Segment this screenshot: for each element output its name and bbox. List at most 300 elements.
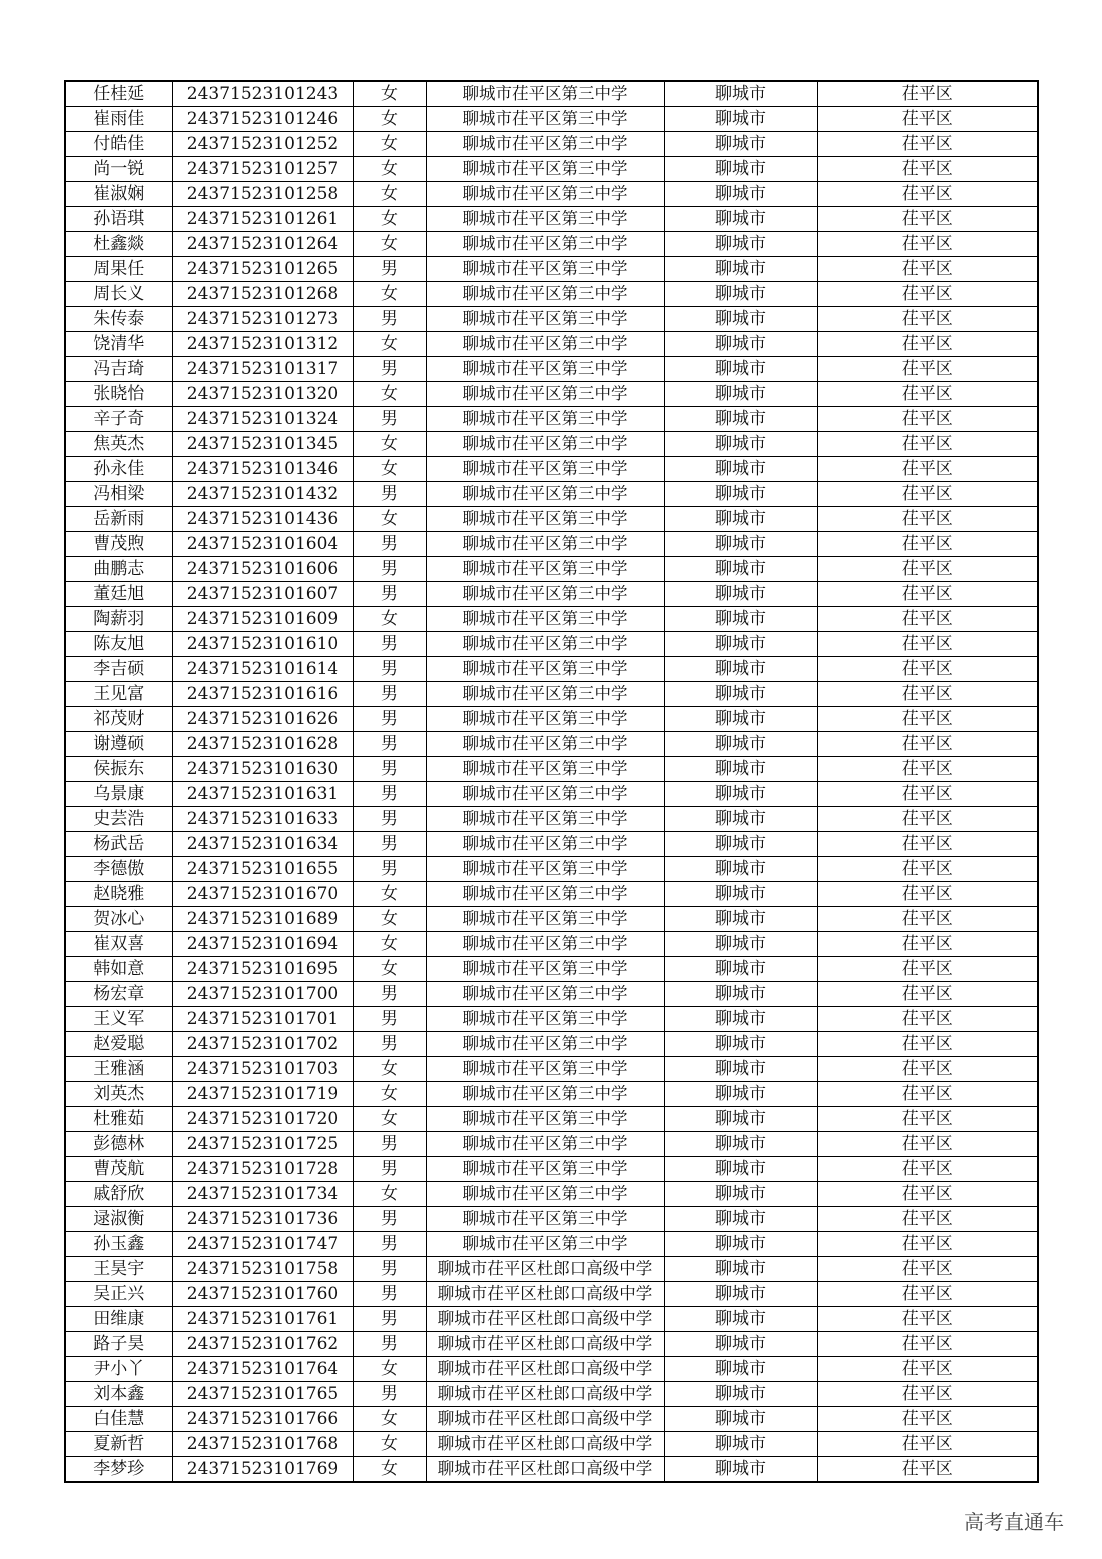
city-cell: 聊城市: [664, 157, 817, 182]
gender-cell: 男: [353, 1132, 426, 1157]
school-cell: 聊城市茌平区第三中学: [426, 907, 664, 932]
school-cell: 聊城市茌平区第三中学: [426, 757, 664, 782]
school-cell: 聊城市茌平区第三中学: [426, 1207, 664, 1232]
city-cell: 聊城市: [664, 107, 817, 132]
city-cell: 聊城市: [664, 357, 817, 382]
school-cell: 聊城市茌平区第三中学: [426, 1057, 664, 1082]
student-roster-table: [64, 80, 1039, 1483]
city-cell: 聊城市: [664, 1232, 817, 1257]
gender-cell: 男: [353, 482, 426, 507]
city-cell: 聊城市: [664, 1057, 817, 1082]
gender-cell: 女: [353, 182, 426, 207]
exam-id-cell: 24371523101268: [172, 282, 353, 307]
school-cell: 聊城市茌平区第三中学: [426, 457, 664, 482]
exam-id-cell: 24371523101761: [172, 1307, 353, 1332]
district-cell: 茌平区: [817, 107, 1038, 132]
exam-id-cell: 24371523101626: [172, 707, 353, 732]
district-cell: 茌平区: [817, 207, 1038, 232]
school-cell: 聊城市茌平区第三中学: [426, 957, 664, 982]
city-cell: 聊城市: [664, 1132, 817, 1157]
exam-id-cell: 24371523101747: [172, 1232, 353, 1257]
school-cell: 聊城市茌平区第三中学: [426, 532, 664, 557]
table-row: [65, 332, 1038, 357]
school-cell: 聊城市茌平区第三中学: [426, 382, 664, 407]
gender-cell: 女: [353, 1432, 426, 1457]
gender-cell: 男: [353, 1232, 426, 1257]
name-cell: 杨宏章: [65, 982, 172, 1007]
school-cell: 聊城市茌平区第三中学: [426, 932, 664, 957]
district-cell: 茌平区: [817, 882, 1038, 907]
exam-id-cell: 24371523101324: [172, 407, 353, 432]
school-cell: 聊城市茌平区第三中学: [426, 182, 664, 207]
name-cell: 路子昊: [65, 1332, 172, 1357]
school-cell: 聊城市茌平区第三中学: [426, 157, 664, 182]
school-cell: 聊城市茌平区杜郎口高级中学: [426, 1357, 664, 1382]
exam-id-cell: 24371523101252: [172, 132, 353, 157]
name-cell: 董廷旭: [65, 582, 172, 607]
table-row: [65, 982, 1038, 1007]
city-cell: 聊城市: [664, 1382, 817, 1407]
gender-cell: 女: [353, 1182, 426, 1207]
gender-cell: 男: [353, 782, 426, 807]
table-row: [65, 707, 1038, 732]
school-cell: 聊城市茌平区第三中学: [426, 1182, 664, 1207]
name-cell: 周长义: [65, 282, 172, 307]
table-row: [65, 832, 1038, 857]
school-cell: 聊城市茌平区第三中学: [426, 1082, 664, 1107]
city-cell: 聊城市: [664, 732, 817, 757]
gender-cell: 女: [353, 1107, 426, 1132]
table-row: [65, 1307, 1038, 1332]
district-cell: 茌平区: [817, 432, 1038, 457]
table-row: [65, 1457, 1038, 1483]
district-cell: 茌平区: [817, 307, 1038, 332]
table-row: [65, 782, 1038, 807]
table-row: [65, 1207, 1038, 1232]
district-cell: 茌平区: [817, 1307, 1038, 1332]
school-cell: 聊城市茌平区第三中学: [426, 582, 664, 607]
gender-cell: 女: [353, 432, 426, 457]
school-cell: 聊城市茌平区第三中学: [426, 407, 664, 432]
gender-cell: 女: [353, 1357, 426, 1382]
district-cell: 茌平区: [817, 1382, 1038, 1407]
district-cell: 茌平区: [817, 457, 1038, 482]
school-cell: 聊城市茌平区第三中学: [426, 1232, 664, 1257]
exam-id-cell: 24371523101734: [172, 1182, 353, 1207]
district-cell: 茌平区: [817, 1457, 1038, 1483]
name-cell: 曹茂航: [65, 1157, 172, 1182]
table-row: [65, 81, 1038, 107]
gender-cell: 女: [353, 282, 426, 307]
table-row: [65, 482, 1038, 507]
exam-id-cell: 24371523101719: [172, 1082, 353, 1107]
table-row: [65, 432, 1038, 457]
city-cell: 聊城市: [664, 1457, 817, 1483]
school-cell: 聊城市茌平区第三中学: [426, 232, 664, 257]
school-cell: 聊城市茌平区杜郎口高级中学: [426, 1257, 664, 1282]
school-cell: 聊城市茌平区第三中学: [426, 682, 664, 707]
watermark: 高考直通车: [964, 1510, 1064, 1534]
table-row: [65, 882, 1038, 907]
exam-id-cell: 24371523101725: [172, 1132, 353, 1157]
gender-cell: 女: [353, 332, 426, 357]
table-row: [65, 457, 1038, 482]
name-cell: 戚舒欣: [65, 1182, 172, 1207]
exam-id-cell: 24371523101765: [172, 1382, 353, 1407]
school-cell: 聊城市茌平区第三中学: [426, 732, 664, 757]
school-cell: 聊城市茌平区第三中学: [426, 657, 664, 682]
city-cell: 聊城市: [664, 282, 817, 307]
name-cell: 杜雅茹: [65, 1107, 172, 1132]
name-cell: 吴正兴: [65, 1282, 172, 1307]
school-cell: 聊城市茌平区杜郎口高级中学: [426, 1382, 664, 1407]
table-row: [65, 257, 1038, 282]
name-cell: 田维康: [65, 1307, 172, 1332]
exam-id-cell: 24371523101432: [172, 482, 353, 507]
name-cell: 史芸浩: [65, 807, 172, 832]
gender-cell: 男: [353, 532, 426, 557]
name-cell: 任桂延: [65, 81, 172, 107]
exam-id-cell: 24371523101701: [172, 1007, 353, 1032]
exam-id-cell: 24371523101766: [172, 1407, 353, 1432]
name-cell: 曲鹏志: [65, 557, 172, 582]
district-cell: 茌平区: [817, 1257, 1038, 1282]
city-cell: 聊城市: [664, 982, 817, 1007]
city-cell: 聊城市: [664, 1432, 817, 1457]
gender-cell: 男: [353, 1257, 426, 1282]
table-row: [65, 1332, 1038, 1357]
district-cell: 茌平区: [817, 81, 1038, 107]
school-cell: 聊城市茌平区第三中学: [426, 557, 664, 582]
district-cell: 茌平区: [817, 682, 1038, 707]
school-cell: 聊城市茌平区第三中学: [426, 107, 664, 132]
gender-cell: 男: [353, 732, 426, 757]
city-cell: 聊城市: [664, 782, 817, 807]
school-cell: 聊城市茌平区第三中学: [426, 1007, 664, 1032]
table-row: [65, 1257, 1038, 1282]
table-row: [65, 207, 1038, 232]
city-cell: 聊城市: [664, 432, 817, 457]
exam-id-cell: 24371523101610: [172, 632, 353, 657]
gender-cell: 男: [353, 857, 426, 882]
exam-id-cell: 24371523101320: [172, 382, 353, 407]
district-cell: 茌平区: [817, 782, 1038, 807]
school-cell: 聊城市茌平区第三中学: [426, 507, 664, 532]
name-cell: 崔双喜: [65, 932, 172, 957]
gender-cell: 女: [353, 132, 426, 157]
name-cell: 韩如意: [65, 957, 172, 982]
district-cell: 茌平区: [817, 1207, 1038, 1232]
gender-cell: 男: [353, 557, 426, 582]
district-cell: 茌平区: [817, 357, 1038, 382]
school-cell: 聊城市茌平区第三中学: [426, 482, 664, 507]
district-cell: 茌平区: [817, 857, 1038, 882]
table-row: [65, 507, 1038, 532]
gender-cell: 女: [353, 457, 426, 482]
gender-cell: 男: [353, 707, 426, 732]
school-cell: 聊城市茌平区第三中学: [426, 332, 664, 357]
name-cell: 崔雨佳: [65, 107, 172, 132]
name-cell: 曹茂煦: [65, 532, 172, 557]
table-row: [65, 232, 1038, 257]
exam-id-cell: 24371523101606: [172, 557, 353, 582]
school-cell: 聊城市茌平区第三中学: [426, 1107, 664, 1132]
district-cell: 茌平区: [817, 1432, 1038, 1457]
city-cell: 聊城市: [664, 907, 817, 932]
school-cell: 聊城市茌平区第三中学: [426, 307, 664, 332]
exam-id-cell: 24371523101345: [172, 432, 353, 457]
gender-cell: 男: [353, 1282, 426, 1307]
district-cell: 茌平区: [817, 132, 1038, 157]
district-cell: 茌平区: [817, 1132, 1038, 1157]
gender-cell: 女: [353, 81, 426, 107]
gender-cell: 男: [353, 1207, 426, 1232]
name-cell: 岳新雨: [65, 507, 172, 532]
gender-cell: 女: [353, 1082, 426, 1107]
district-cell: 茌平区: [817, 407, 1038, 432]
district-cell: 茌平区: [817, 757, 1038, 782]
exam-id-cell: 24371523101609: [172, 607, 353, 632]
exam-id-cell: 24371523101702: [172, 1032, 353, 1057]
district-cell: 茌平区: [817, 1007, 1038, 1032]
table-row: [65, 857, 1038, 882]
name-cell: 陈友旭: [65, 632, 172, 657]
city-cell: 聊城市: [664, 882, 817, 907]
gender-cell: 女: [353, 382, 426, 407]
name-cell: 王雅涵: [65, 1057, 172, 1082]
school-cell: 聊城市茌平区第三中学: [426, 632, 664, 657]
exam-id-cell: 24371523101246: [172, 107, 353, 132]
school-cell: 聊城市茌平区第三中学: [426, 1032, 664, 1057]
table-row: [65, 1382, 1038, 1407]
city-cell: 聊城市: [664, 1007, 817, 1032]
district-cell: 茌平区: [817, 282, 1038, 307]
exam-id-cell: 24371523101670: [172, 882, 353, 907]
district-cell: 茌平区: [817, 507, 1038, 532]
district-cell: 茌平区: [817, 1182, 1038, 1207]
name-cell: 尹小丫: [65, 1357, 172, 1382]
gender-cell: 女: [353, 932, 426, 957]
name-cell: 王义军: [65, 1007, 172, 1032]
city-cell: 聊城市: [664, 607, 817, 632]
name-cell: 付皓佳: [65, 132, 172, 157]
city-cell: 聊城市: [664, 657, 817, 682]
exam-id-cell: 24371523101607: [172, 582, 353, 607]
district-cell: 茌平区: [817, 832, 1038, 857]
name-cell: 夏新哲: [65, 1432, 172, 1457]
exam-id-cell: 24371523101630: [172, 757, 353, 782]
table-row: [65, 657, 1038, 682]
name-cell: 李吉硕: [65, 657, 172, 682]
gender-cell: 女: [353, 607, 426, 632]
table-row: [65, 957, 1038, 982]
district-cell: 茌平区: [817, 1157, 1038, 1182]
table-row: [65, 157, 1038, 182]
gender-cell: 男: [353, 1032, 426, 1057]
exam-id-cell: 24371523101273: [172, 307, 353, 332]
city-cell: 聊城市: [664, 1282, 817, 1307]
table-row: [65, 107, 1038, 132]
table-row: [65, 1282, 1038, 1307]
school-cell: 聊城市茌平区第三中学: [426, 832, 664, 857]
gender-cell: 男: [353, 657, 426, 682]
district-cell: 茌平区: [817, 1407, 1038, 1432]
name-cell: 李德傲: [65, 857, 172, 882]
table-row: [65, 607, 1038, 632]
city-cell: 聊城市: [664, 1107, 817, 1132]
gender-cell: 男: [353, 1157, 426, 1182]
city-cell: 聊城市: [664, 457, 817, 482]
city-cell: 聊城市: [664, 532, 817, 557]
gender-cell: 女: [353, 882, 426, 907]
exam-id-cell: 24371523101312: [172, 332, 353, 357]
table-row: [65, 357, 1038, 382]
city-cell: 聊城市: [664, 1207, 817, 1232]
city-cell: 聊城市: [664, 81, 817, 107]
name-cell: 孙永佳: [65, 457, 172, 482]
gender-cell: 女: [353, 107, 426, 132]
table-row: [65, 732, 1038, 757]
exam-id-cell: 24371523101700: [172, 982, 353, 1007]
city-cell: 聊城市: [664, 507, 817, 532]
name-cell: 朱传泰: [65, 307, 172, 332]
exam-id-cell: 24371523101631: [172, 782, 353, 807]
city-cell: 聊城市: [664, 407, 817, 432]
exam-id-cell: 24371523101762: [172, 1332, 353, 1357]
gender-cell: 男: [353, 757, 426, 782]
exam-id-cell: 24371523101265: [172, 257, 353, 282]
city-cell: 聊城市: [664, 957, 817, 982]
gender-cell: 男: [353, 682, 426, 707]
exam-id-cell: 24371523101261: [172, 207, 353, 232]
name-cell: 乌景康: [65, 782, 172, 807]
table-row: [65, 307, 1038, 332]
city-cell: 聊城市: [664, 1307, 817, 1332]
city-cell: 聊城市: [664, 332, 817, 357]
city-cell: 聊城市: [664, 1407, 817, 1432]
city-cell: 聊城市: [664, 1157, 817, 1182]
table-row: [65, 1107, 1038, 1132]
gender-cell: 女: [353, 507, 426, 532]
district-cell: 茌平区: [817, 257, 1038, 282]
gender-cell: 女: [353, 957, 426, 982]
district-cell: 茌平区: [817, 1107, 1038, 1132]
school-cell: 聊城市茌平区第三中学: [426, 857, 664, 882]
table-row: [65, 632, 1038, 657]
exam-id-cell: 24371523101703: [172, 1057, 353, 1082]
table-row: [65, 1132, 1038, 1157]
school-cell: 聊城市茌平区杜郎口高级中学: [426, 1332, 664, 1357]
school-cell: 聊城市茌平区第三中学: [426, 81, 664, 107]
school-cell: 聊城市茌平区第三中学: [426, 357, 664, 382]
school-cell: 聊城市茌平区第三中学: [426, 1132, 664, 1157]
gender-cell: 男: [353, 357, 426, 382]
exam-id-cell: 24371523101736: [172, 1207, 353, 1232]
name-cell: 侯振东: [65, 757, 172, 782]
name-cell: 孙玉鑫: [65, 1232, 172, 1257]
school-cell: 聊城市茌平区第三中学: [426, 982, 664, 1007]
exam-id-cell: 24371523101257: [172, 157, 353, 182]
exam-id-cell: 24371523101758: [172, 1257, 353, 1282]
city-cell: 聊城市: [664, 232, 817, 257]
table-row: [65, 1057, 1038, 1082]
exam-id-cell: 24371523101634: [172, 832, 353, 857]
table-row: [65, 532, 1038, 557]
table-row: [65, 1407, 1038, 1432]
name-cell: 王昊宇: [65, 1257, 172, 1282]
exam-id-cell: 24371523101764: [172, 1357, 353, 1382]
gender-cell: 男: [353, 1332, 426, 1357]
name-cell: 冯相梁: [65, 482, 172, 507]
city-cell: 聊城市: [664, 207, 817, 232]
name-cell: 冯吉琦: [65, 357, 172, 382]
gender-cell: 男: [353, 1007, 426, 1032]
city-cell: 聊城市: [664, 682, 817, 707]
school-cell: 聊城市茌平区第三中学: [426, 807, 664, 832]
school-cell: 聊城市茌平区第三中学: [426, 132, 664, 157]
school-cell: 聊城市茌平区杜郎口高级中学: [426, 1457, 664, 1483]
district-cell: 茌平区: [817, 707, 1038, 732]
exam-id-cell: 24371523101616: [172, 682, 353, 707]
table-row: [65, 1082, 1038, 1107]
city-cell: 聊城市: [664, 1357, 817, 1382]
district-cell: 茌平区: [817, 932, 1038, 957]
school-cell: 聊城市茌平区第三中学: [426, 882, 664, 907]
school-cell: 聊城市茌平区第三中学: [426, 607, 664, 632]
exam-id-cell: 24371523101317: [172, 357, 353, 382]
gender-cell: 女: [353, 1407, 426, 1432]
table-row: [65, 757, 1038, 782]
exam-id-cell: 24371523101760: [172, 1282, 353, 1307]
school-cell: 聊城市茌平区杜郎口高级中学: [426, 1307, 664, 1332]
table-row: [65, 407, 1038, 432]
city-cell: 聊城市: [664, 632, 817, 657]
city-cell: 聊城市: [664, 1332, 817, 1357]
district-cell: 茌平区: [817, 232, 1038, 257]
name-cell: 彭德林: [65, 1132, 172, 1157]
gender-cell: 男: [353, 307, 426, 332]
city-cell: 聊城市: [664, 482, 817, 507]
gender-cell: 男: [353, 807, 426, 832]
district-cell: 茌平区: [817, 657, 1038, 682]
gender-cell: 男: [353, 982, 426, 1007]
name-cell: 贺冰心: [65, 907, 172, 932]
table-row: [65, 182, 1038, 207]
gender-cell: 女: [353, 1057, 426, 1082]
gender-cell: 男: [353, 582, 426, 607]
table-row: [65, 1007, 1038, 1032]
district-cell: 茌平区: [817, 807, 1038, 832]
district-cell: 茌平区: [817, 732, 1038, 757]
district-cell: 茌平区: [817, 382, 1038, 407]
exam-id-cell: 24371523101436: [172, 507, 353, 532]
table-row: [65, 1032, 1038, 1057]
city-cell: 聊城市: [664, 182, 817, 207]
city-cell: 聊城市: [664, 807, 817, 832]
gender-cell: 男: [353, 1382, 426, 1407]
school-cell: 聊城市茌平区第三中学: [426, 432, 664, 457]
exam-id-cell: 24371523101633: [172, 807, 353, 832]
school-cell: 聊城市茌平区第三中学: [426, 207, 664, 232]
district-cell: 茌平区: [817, 182, 1038, 207]
name-cell: 饶清华: [65, 332, 172, 357]
table-row: [65, 1232, 1038, 1257]
table-row: [65, 582, 1038, 607]
name-cell: 崔淑娴: [65, 182, 172, 207]
exam-id-cell: 24371523101720: [172, 1107, 353, 1132]
exam-id-cell: 24371523101768: [172, 1432, 353, 1457]
district-cell: 茌平区: [817, 607, 1038, 632]
